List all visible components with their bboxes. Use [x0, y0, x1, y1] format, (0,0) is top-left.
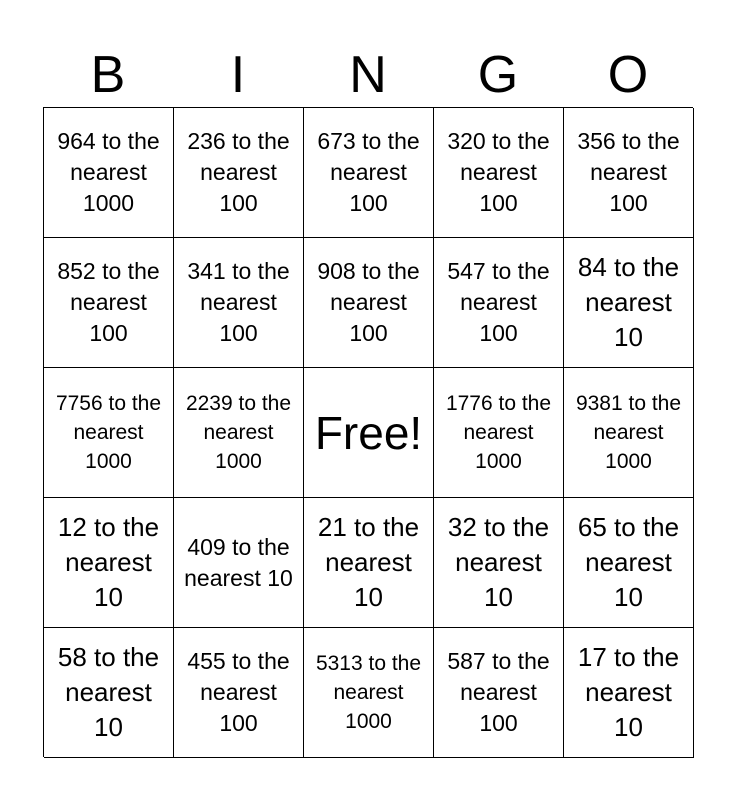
- cell-text: 21 to the nearest 10: [317, 512, 420, 612]
- bingo-cell[interactable]: [44, 108, 174, 238]
- bingo-cell[interactable]: [434, 108, 564, 238]
- cell-text: 587 to the nearest 100: [447, 648, 550, 736]
- bingo-cell[interactable]: [174, 498, 304, 628]
- free-space-label: Free!: [314, 406, 423, 459]
- cell-text: 673 to the nearest 100: [317, 128, 420, 216]
- bingo-cell[interactable]: [174, 238, 304, 368]
- cell-text: 455 to the nearest 100: [187, 648, 290, 736]
- header-letter-g: G: [477, 46, 519, 104]
- cell-text: 341 to the nearest 100: [187, 258, 290, 346]
- cell-text: 65 to the nearest 10: [577, 512, 680, 612]
- bingo-cell[interactable]: [564, 498, 694, 628]
- bingo-cell[interactable]: [434, 628, 564, 758]
- cell-text: 9381 to the nearest 1000: [575, 392, 682, 473]
- bingo-header: [43, 44, 693, 106]
- bingo-cell[interactable]: [564, 108, 694, 238]
- header-letter-o: O: [607, 46, 649, 104]
- bingo-cell[interactable]: [174, 108, 304, 238]
- cell-text: 7756 to the nearest 1000: [55, 392, 162, 473]
- cell-text: 356 to the nearest 100: [577, 128, 680, 216]
- header-letter-n: N: [349, 46, 387, 104]
- bingo-cell[interactable]: [304, 498, 434, 628]
- cell-text: 908 to the nearest 100: [317, 258, 420, 346]
- header-letter-i: I: [230, 46, 246, 104]
- cell-text: 5313 to the nearest 1000: [315, 652, 422, 733]
- bingo-cell[interactable]: [44, 238, 174, 368]
- cell-text: 84 to the nearest 10: [577, 252, 680, 352]
- bingo-cell[interactable]: [174, 628, 304, 758]
- bingo-cell[interactable]: [434, 368, 564, 498]
- cell-text: 409 to the nearest 10: [184, 533, 293, 591]
- bingo-cell[interactable]: [564, 628, 694, 758]
- cell-text: 17 to the nearest 10: [577, 642, 680, 742]
- bingo-cell[interactable]: [44, 368, 174, 498]
- bingo-cell[interactable]: [304, 108, 434, 238]
- bingo-card-grid: [43, 107, 693, 757]
- cell-text: 12 to the nearest 10: [57, 512, 160, 612]
- bingo-cell[interactable]: [44, 498, 174, 628]
- cell-text: 852 to the nearest 100: [57, 258, 160, 346]
- cell-text: 547 to the nearest 100: [447, 258, 550, 346]
- cell-text: 2239 to the nearest 1000: [185, 392, 292, 473]
- bingo-cell[interactable]: [304, 628, 434, 758]
- bingo-cell[interactable]: [434, 498, 564, 628]
- cell-text: 32 to the nearest 10: [447, 512, 550, 612]
- cell-text: 236 to the nearest 100: [187, 128, 290, 216]
- cell-text: 58 to the nearest 10: [57, 642, 160, 742]
- cell-text: 1776 to the nearest 1000: [445, 392, 552, 473]
- bingo-cell[interactable]: [564, 238, 694, 368]
- bingo-cell[interactable]: [44, 628, 174, 758]
- bingo-cell[interactable]: [434, 238, 564, 368]
- bingo-cell[interactable]: [174, 368, 304, 498]
- bingo-cell[interactable]: [564, 368, 694, 498]
- cell-text: 964 to the nearest 1000: [57, 128, 160, 216]
- header-letter-b: B: [90, 46, 126, 104]
- cell-text: 320 to the nearest 100: [447, 128, 550, 216]
- free-space-cell[interactable]: [304, 368, 434, 498]
- bingo-cell[interactable]: [304, 238, 434, 368]
